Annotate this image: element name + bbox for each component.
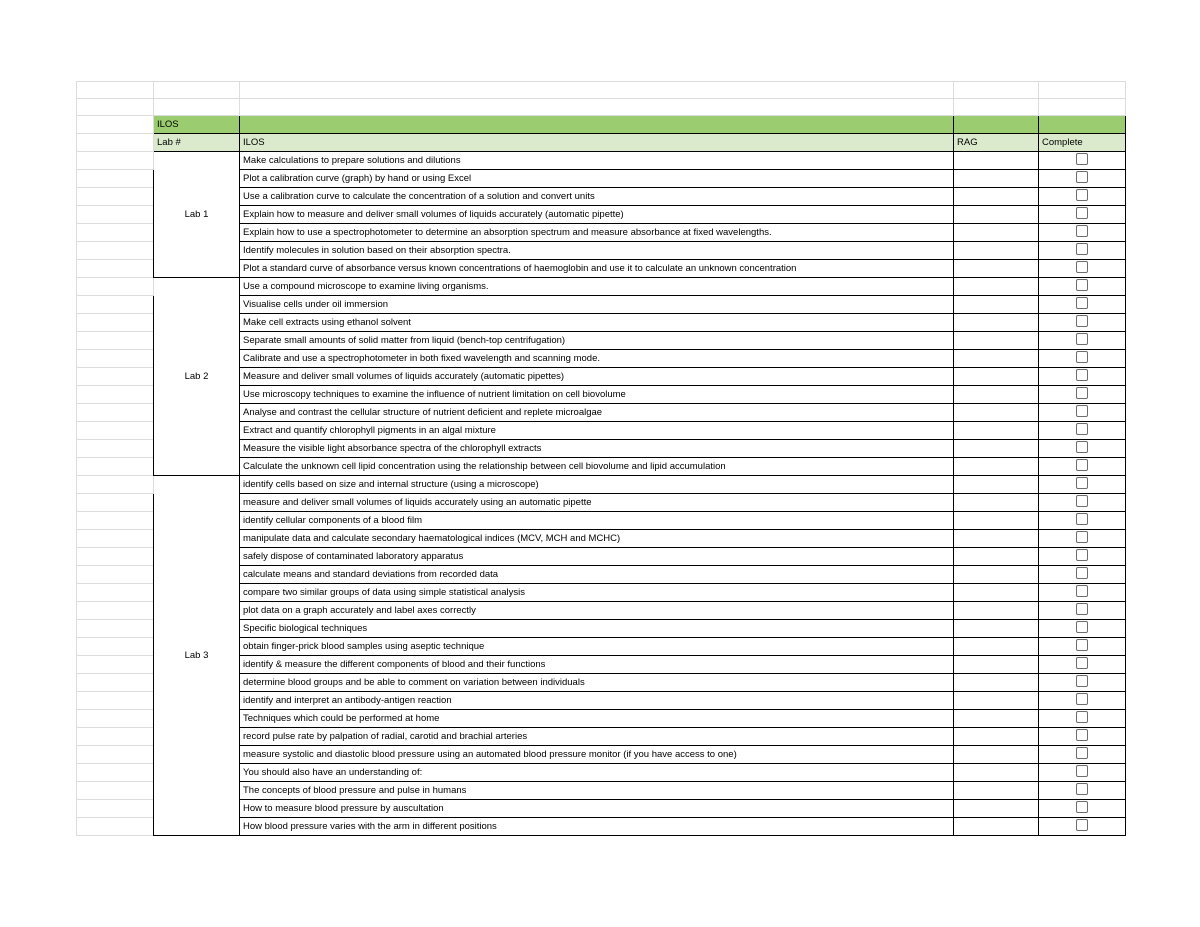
ilo-text: measure systolic and diastolic blood pressure using an automated blood pressure monitor (if you have access to one)	[240, 746, 954, 764]
rag-cell[interactable]	[954, 728, 1039, 746]
col-header-rag: RAG	[954, 134, 1039, 152]
ilo-text: Visualise cells under oil immersion	[240, 296, 954, 314]
complete-checkbox[interactable]	[1076, 423, 1088, 435]
complete-checkbox[interactable]	[1076, 531, 1088, 543]
complete-cell	[1039, 656, 1126, 674]
complete-cell	[1039, 674, 1126, 692]
rag-cell[interactable]	[954, 548, 1039, 566]
ilo-text: Specific biological techniques	[240, 620, 954, 638]
ilo-text: You should also have an understanding of:	[240, 764, 954, 782]
ilo-text: Separate small amounts of solid matter from liquid (bench-top centrifugation)	[240, 332, 954, 350]
complete-cell	[1039, 152, 1126, 170]
ilo-text: Explain how to use a spectrophotometer to determine an absorption spectrum and measure absorbance at fixed wavelengths.	[240, 224, 954, 242]
complete-checkbox[interactable]	[1076, 765, 1088, 777]
complete-cell	[1039, 692, 1126, 710]
rag-cell[interactable]	[954, 386, 1039, 404]
complete-checkbox[interactable]	[1076, 783, 1088, 795]
complete-checkbox[interactable]	[1076, 297, 1088, 309]
complete-checkbox[interactable]	[1076, 495, 1088, 507]
rag-cell[interactable]	[954, 458, 1039, 476]
section-title: ILOS	[154, 116, 240, 134]
complete-cell	[1039, 620, 1126, 638]
complete-checkbox[interactable]	[1076, 477, 1088, 489]
lab-label: Lab 1	[154, 152, 240, 278]
ilo-text: Calculate the unknown cell lipid concentration using the relationship between cell biovolume and lipid accumulation	[240, 458, 954, 476]
complete-checkbox[interactable]	[1076, 207, 1088, 219]
complete-checkbox[interactable]	[1076, 729, 1088, 741]
rag-cell[interactable]	[954, 260, 1039, 278]
ilo-text: Explain how to measure and deliver small volumes of liquids accurately (automatic pipette)	[240, 206, 954, 224]
rag-cell[interactable]	[954, 332, 1039, 350]
rag-cell[interactable]	[954, 746, 1039, 764]
complete-checkbox[interactable]	[1076, 567, 1088, 579]
col-header-complete: Complete	[1039, 134, 1126, 152]
ilo-text: Make calculations to prepare solutions and dilutions	[240, 152, 954, 170]
ilo-text: Use microscopy techniques to examine the influence of nutrient limitation on cell biovolume	[240, 386, 954, 404]
rag-cell[interactable]	[954, 638, 1039, 656]
complete-cell	[1039, 368, 1126, 386]
complete-checkbox[interactable]	[1076, 639, 1088, 651]
complete-checkbox[interactable]	[1076, 225, 1088, 237]
empty-row	[77, 99, 1126, 116]
ilos-checklist-table	[76, 81, 1126, 836]
complete-cell	[1039, 800, 1126, 818]
complete-cell	[1039, 170, 1126, 188]
ilo-text: Measure and deliver small volumes of liquids accurately (automatic pipettes)	[240, 368, 954, 386]
complete-checkbox[interactable]	[1076, 171, 1088, 183]
complete-cell	[1039, 332, 1126, 350]
complete-checkbox[interactable]	[1076, 693, 1088, 705]
ilo-text: Measure the visible light absorbance spectra of the chlorophyll extracts	[240, 440, 954, 458]
rag-cell[interactable]	[954, 602, 1039, 620]
ilo-text: measure and deliver small volumes of liquids accurately using an automatic pipette	[240, 494, 954, 512]
ilo-text: Use a compound microscope to examine living organisms.	[240, 278, 954, 296]
ilo-text: Make cell extracts using ethanol solvent	[240, 314, 954, 332]
ilo-text: record pulse rate by palpation of radial, carotid and brachial arteries	[240, 728, 954, 746]
ilo-text: How to measure blood pressure by auscultation	[240, 800, 954, 818]
rag-cell[interactable]	[954, 278, 1039, 296]
ilo-text: Calibrate and use a spectrophotometer in both fixed wavelength and scanning mode.	[240, 350, 954, 368]
ilo-row	[77, 278, 1126, 296]
complete-cell	[1039, 494, 1126, 512]
ilo-row	[77, 476, 1126, 494]
complete-cell	[1039, 602, 1126, 620]
rag-cell[interactable]	[954, 242, 1039, 260]
complete-cell	[1039, 818, 1126, 836]
rag-cell[interactable]	[954, 710, 1039, 728]
rag-cell[interactable]	[954, 800, 1039, 818]
ilo-text: identify & measure the different components of blood and their functions	[240, 656, 954, 674]
rag-cell[interactable]	[954, 296, 1039, 314]
column-header-row	[77, 134, 1126, 152]
complete-checkbox[interactable]	[1076, 387, 1088, 399]
ilo-text: safely dispose of contaminated laboratory apparatus	[240, 548, 954, 566]
rag-cell[interactable]	[954, 206, 1039, 224]
complete-checkbox[interactable]	[1076, 351, 1088, 363]
complete-checkbox[interactable]	[1076, 819, 1088, 831]
complete-checkbox[interactable]	[1076, 657, 1088, 669]
ilo-text: identify and interpret an antibody-antigen reaction	[240, 692, 954, 710]
ilo-text: identify cells based on size and internal structure (using a microscope)	[240, 476, 954, 494]
complete-cell	[1039, 638, 1126, 656]
complete-cell	[1039, 710, 1126, 728]
rag-cell[interactable]	[954, 584, 1039, 602]
complete-cell	[1039, 314, 1126, 332]
complete-cell	[1039, 548, 1126, 566]
empty-row	[77, 82, 1126, 99]
ilo-text: Plot a calibration curve (graph) by hand or using Excel	[240, 170, 954, 188]
rag-cell[interactable]	[954, 494, 1039, 512]
col-header-ilos: ILOS	[240, 134, 954, 152]
rag-cell[interactable]	[954, 224, 1039, 242]
complete-cell	[1039, 782, 1126, 800]
ilo-text: Identify molecules in solution based on their absorption spectra.	[240, 242, 954, 260]
complete-cell	[1039, 206, 1126, 224]
rag-cell[interactable]	[954, 512, 1039, 530]
complete-checkbox[interactable]	[1076, 459, 1088, 471]
ilo-text: manipulate data and calculate secondary haematological indices (MCV, MCH and MCHC)	[240, 530, 954, 548]
ilo-text: Techniques which could be performed at home	[240, 710, 954, 728]
rag-cell[interactable]	[954, 476, 1039, 494]
ilo-text: obtain finger-prick blood samples using aseptic technique	[240, 638, 954, 656]
ilo-text: identify cellular components of a blood film	[240, 512, 954, 530]
ilo-text: The concepts of blood pressure and pulse in humans	[240, 782, 954, 800]
ilo-text: plot data on a graph accurately and label axes correctly	[240, 602, 954, 620]
rag-cell[interactable]	[954, 674, 1039, 692]
complete-cell	[1039, 746, 1126, 764]
complete-checkbox[interactable]	[1076, 675, 1088, 687]
complete-cell	[1039, 764, 1126, 782]
ilo-text: Extract and quantify chlorophyll pigments in an algal mixture	[240, 422, 954, 440]
col-header-lab: Lab #	[154, 134, 240, 152]
complete-cell	[1039, 404, 1126, 422]
complete-cell	[1039, 512, 1126, 530]
complete-cell	[1039, 350, 1126, 368]
complete-cell	[1039, 458, 1126, 476]
rag-cell[interactable]	[954, 782, 1039, 800]
complete-cell	[1039, 242, 1126, 260]
complete-checkbox[interactable]	[1076, 603, 1088, 615]
complete-cell	[1039, 566, 1126, 584]
complete-cell	[1039, 584, 1126, 602]
rag-cell[interactable]	[954, 764, 1039, 782]
complete-checkbox[interactable]	[1076, 747, 1088, 759]
complete-cell	[1039, 530, 1126, 548]
ilo-text: compare two similar groups of data using simple statistical analysis	[240, 584, 954, 602]
complete-checkbox[interactable]	[1076, 711, 1088, 723]
complete-cell	[1039, 278, 1126, 296]
rag-cell[interactable]	[954, 368, 1039, 386]
complete-checkbox[interactable]	[1076, 243, 1088, 255]
complete-cell	[1039, 728, 1126, 746]
ilo-text: Use a calibration curve to calculate the concentration of a solution and convert units	[240, 188, 954, 206]
rag-cell[interactable]	[954, 422, 1039, 440]
complete-checkbox[interactable]	[1076, 261, 1088, 273]
rag-cell[interactable]	[954, 404, 1039, 422]
rag-cell[interactable]	[954, 170, 1039, 188]
rag-cell[interactable]	[954, 818, 1039, 836]
ilo-text: calculate means and standard deviations from recorded data	[240, 566, 954, 584]
complete-checkbox[interactable]	[1076, 585, 1088, 597]
rag-cell[interactable]	[954, 314, 1039, 332]
rag-cell[interactable]	[954, 350, 1039, 368]
rag-cell[interactable]	[954, 620, 1039, 638]
complete-checkbox[interactable]	[1076, 369, 1088, 381]
ilo-text: determine blood groups and be able to comment on variation between individuals	[240, 674, 954, 692]
complete-checkbox[interactable]	[1076, 189, 1088, 201]
section-title-row	[77, 116, 1126, 134]
complete-checkbox[interactable]	[1076, 279, 1088, 291]
complete-checkbox[interactable]	[1076, 153, 1088, 165]
rag-cell[interactable]	[954, 440, 1039, 458]
complete-checkbox[interactable]	[1076, 405, 1088, 417]
rag-cell[interactable]	[954, 152, 1039, 170]
complete-cell	[1039, 386, 1126, 404]
rag-cell[interactable]	[954, 566, 1039, 584]
complete-checkbox[interactable]	[1076, 549, 1088, 561]
rag-cell[interactable]	[954, 692, 1039, 710]
ilo-text: How blood pressure varies with the arm in different positions	[240, 818, 954, 836]
complete-cell	[1039, 188, 1126, 206]
rag-cell[interactable]	[954, 188, 1039, 206]
ilo-text: Analyse and contrast the cellular structure of nutrient deficient and replete microalgae	[240, 404, 954, 422]
complete-checkbox[interactable]	[1076, 513, 1088, 525]
ilo-row	[77, 152, 1126, 170]
lab-label: Lab 3	[154, 476, 240, 836]
complete-checkbox[interactable]	[1076, 315, 1088, 327]
complete-cell	[1039, 440, 1126, 458]
complete-cell	[1039, 296, 1126, 314]
rag-cell[interactable]	[954, 530, 1039, 548]
complete-checkbox[interactable]	[1076, 801, 1088, 813]
ilo-text: Plot a standard curve of absorbance versus known concentrations of haemoglobin and use it to calculate an unknown concentration	[240, 260, 954, 278]
complete-cell	[1039, 224, 1126, 242]
complete-cell	[1039, 260, 1126, 278]
complete-checkbox[interactable]	[1076, 621, 1088, 633]
complete-cell	[1039, 476, 1126, 494]
complete-checkbox[interactable]	[1076, 333, 1088, 345]
rag-cell[interactable]	[954, 656, 1039, 674]
lab-label: Lab 2	[154, 278, 240, 476]
complete-checkbox[interactable]	[1076, 441, 1088, 453]
complete-cell	[1039, 422, 1126, 440]
